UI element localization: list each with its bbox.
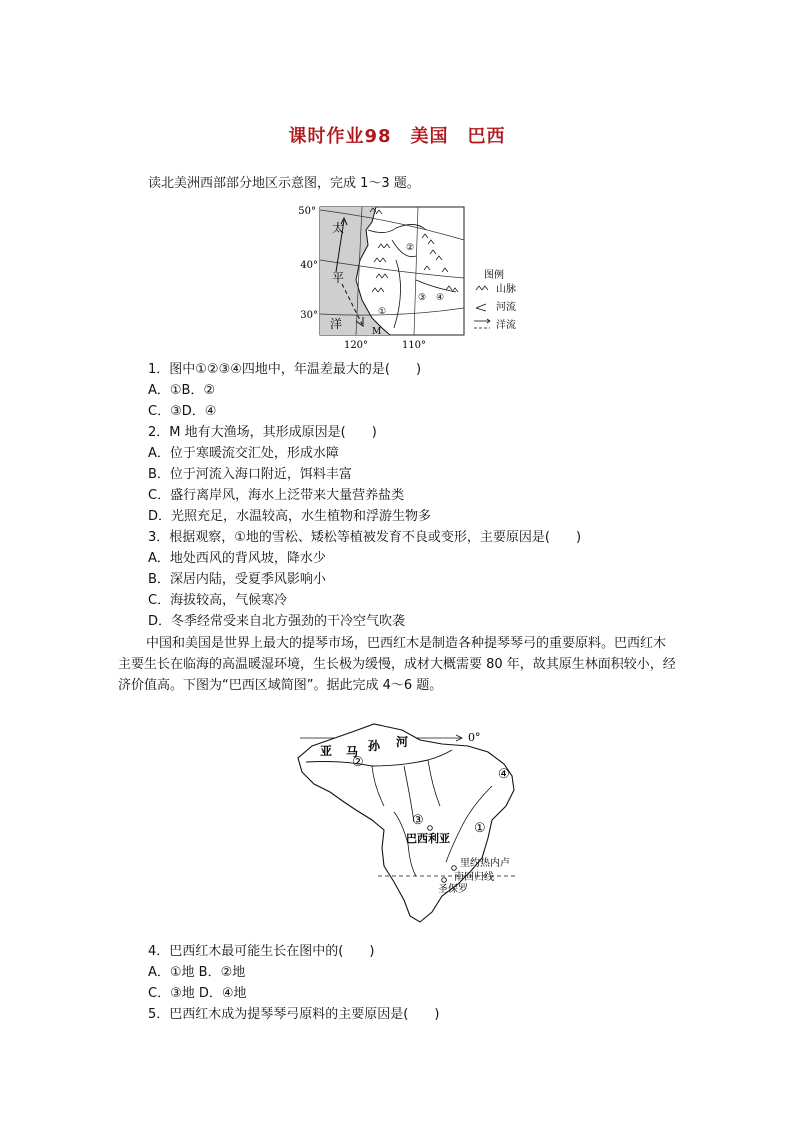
- option-line: B．深居内陆，受夏季风影响小: [148, 572, 326, 587]
- legend-current: 洋流: [496, 320, 516, 331]
- passage-paragraph: [118, 633, 678, 696]
- option-line: A．①地 B．②地: [148, 965, 246, 980]
- option-line: B．位于河流入海口附近，饵料丰富: [148, 467, 352, 482]
- passage-text: 中国和美国是世界上最大的提琴市场，巴西红木是制造各种提琴琴弓的重要原料。巴西红木主要生长在临海的高温暖湿环境，生长极为缓慢，成材大概需要 80 年，故其原生林面积较小，经济价值高。下图为“巴西区域简图”。据此完成 4～6 题。: [118, 636, 676, 693]
- city-sao-paulo: 圣保罗: [438, 884, 468, 895]
- option-line: C．海拔较高，气候寒冷: [148, 593, 288, 608]
- region-4: ④: [498, 767, 510, 782]
- lat-label: 40°: [300, 260, 318, 271]
- question-line: 5．巴西红木成为提琴琴弓原料的主要原因是( ): [148, 1007, 440, 1022]
- lat-label: 50°: [298, 206, 316, 217]
- legend-title: 图例: [484, 270, 504, 281]
- question-line: 4．巴西红木最可能生长在图中的( ): [148, 944, 375, 959]
- ocean-label: 太: [332, 221, 345, 235]
- option-line: C．③地 D．④地: [148, 986, 247, 1001]
- point-3: ③: [418, 293, 427, 303]
- option-line: A．①B．②: [148, 383, 216, 398]
- tropic-label: 南回归线: [454, 872, 494, 883]
- question-line: 3．根据观察，①地的雪松、矮松等植被发育不良或变形，主要原因是( ): [148, 530, 582, 545]
- point-4: ④: [436, 293, 445, 303]
- ocean-label: 洋: [330, 317, 343, 331]
- option-line: C．③D．④: [148, 404, 217, 419]
- option-line: A．地处西风的背风坡，降水少: [148, 551, 326, 566]
- question-line: 2．M 地有大渔场，其形成原因是( ): [148, 425, 377, 440]
- option-line: D．光照充足，水温较高，水生植物和浮游生物多: [148, 509, 432, 524]
- point-2: ②: [406, 243, 415, 253]
- ocean-label: 平: [332, 271, 345, 285]
- region-2: ②: [352, 755, 364, 770]
- lon-label: 110°: [401, 340, 427, 351]
- lon-label: 120°: [343, 340, 369, 351]
- river-label: 马: [346, 745, 359, 759]
- city-brasilia: 巴西利亚: [406, 832, 450, 845]
- river-label: 河: [396, 735, 409, 749]
- option-line: D．冬季经常受来自北方强劲的干冷空气吹袭: [148, 614, 406, 629]
- legend-mountain: 山脉: [496, 284, 516, 295]
- region-1: ①: [474, 821, 486, 836]
- intro-text-1: 读北美洲西部部分地区示意图，完成 1～3 题。: [148, 176, 420, 191]
- lat-label: 30°: [300, 310, 318, 321]
- option-line: C．盛行离岸风，海水上泛带来大量营养盐类: [148, 488, 405, 503]
- river-label: 亚: [320, 744, 333, 758]
- equator-label: 0°: [468, 731, 481, 744]
- legend-river: 河流: [496, 302, 516, 313]
- option-line: A．位于寒暖流交汇处，形成水障: [148, 446, 339, 461]
- river-label: 孙: [368, 739, 381, 753]
- question-line: 1．图中①②③④四地中，年温差最大的是( ): [148, 362, 422, 377]
- region-3: ③: [412, 813, 424, 828]
- point-1: ①: [378, 307, 387, 317]
- page-title: 课时作业98 美国 巴西: [288, 126, 506, 147]
- north-america-map: [296, 200, 536, 352]
- point-m: M: [372, 327, 382, 337]
- city-rio: 里约热内卢: [460, 858, 510, 869]
- brazil-map: [292, 716, 524, 930]
